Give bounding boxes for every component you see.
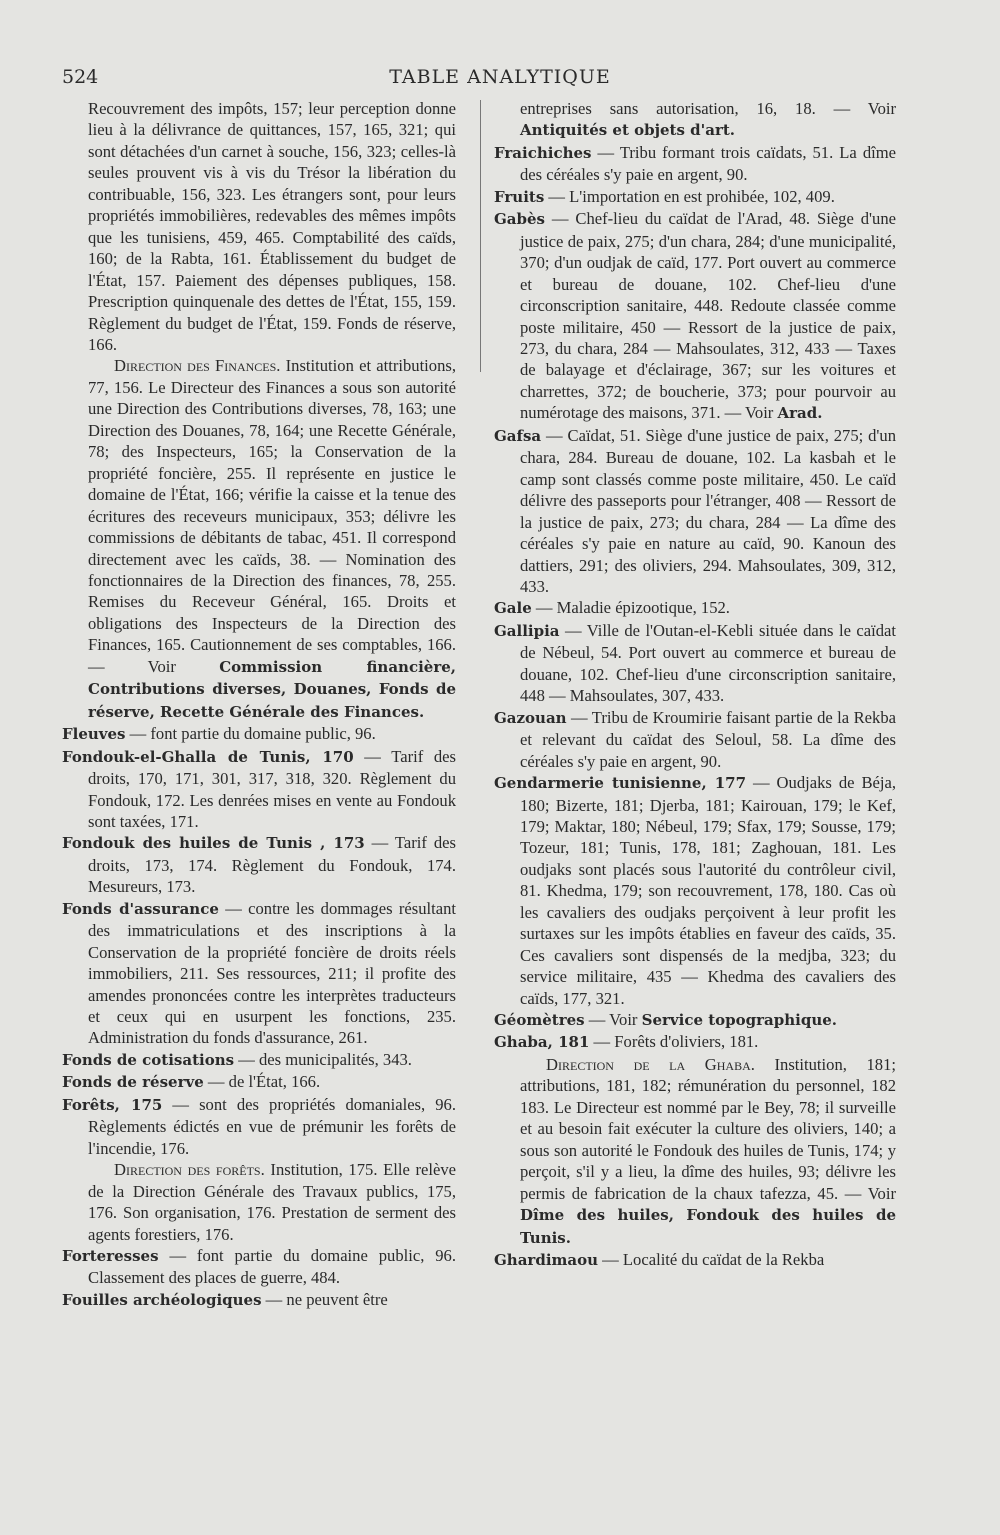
index-entry bbox=[494, 1031, 896, 1053]
index-entry bbox=[62, 746, 456, 833]
entry-term: Ghardimaou bbox=[494, 1251, 599, 1270]
page-number: 524 bbox=[62, 66, 99, 88]
entry-term: Fouilles archéologiques bbox=[62, 1290, 262, 1309]
index-entry bbox=[494, 208, 896, 425]
entry-text: — Tribu formant trois caïdats, 51. La dîme des céréales s'y paie en argent, 90. bbox=[520, 142, 896, 185]
index-entry bbox=[62, 1049, 456, 1071]
index-entry bbox=[494, 772, 896, 1009]
entry-term: Géomètres bbox=[494, 1011, 585, 1030]
index-entry bbox=[494, 425, 896, 598]
index-entry bbox=[62, 98, 456, 355]
entry-text: — Forêts d'oliviers, 181. bbox=[589, 1032, 759, 1052]
entry-text: — Voir bbox=[584, 1010, 642, 1030]
left-column bbox=[62, 98, 456, 1311]
entry-term: Ghaba, 181 bbox=[494, 1033, 590, 1052]
entry-text: — font partie du domaine public, 96. Classement des places de guerre, 484. bbox=[88, 1246, 456, 1288]
entry-term: Arad. bbox=[777, 404, 823, 423]
index-entry bbox=[62, 1289, 456, 1311]
entry-term: Commission financière, Contributions diverses, Douanes, Fonds de réserve, Recette Générale des Finances. bbox=[88, 657, 456, 721]
entry-term: Fonds de cotisations bbox=[62, 1050, 235, 1069]
entry-term: Fondouk des huiles de Tunis , 173 bbox=[62, 834, 365, 853]
entry-text: — des municipalités, 343. bbox=[234, 1049, 412, 1069]
index-entry bbox=[62, 355, 456, 723]
entry-text: — Tribu de Kroumirie faisant partie de la Rekba et relevant du caïdat des Seloul, 58. La dîme des céréales s'y paie en argent, 90. bbox=[520, 707, 896, 771]
entry-term: Dîme des huiles, Fondouk des huiles de Tunis. bbox=[520, 1206, 896, 1247]
entry-text: — de l'État, 166. bbox=[203, 1072, 321, 1092]
index-entry bbox=[62, 1159, 456, 1245]
entry-term: Fruits bbox=[494, 187, 545, 206]
entry-term: Forêts, 175 bbox=[62, 1095, 163, 1114]
index-entry bbox=[494, 1009, 896, 1031]
entry-term: Gale bbox=[494, 599, 532, 618]
index-entry bbox=[494, 1054, 896, 1249]
entry-term: Gallipia bbox=[494, 621, 560, 640]
entry-term: Fondouk-el-Ghalla de Tunis, 170 bbox=[62, 747, 354, 766]
column-rule bbox=[480, 100, 481, 372]
entry-text: — sont des propriétés domaniales, 96. Règlements édictés en vue de prémunir les forêts de l'incendie, 176. bbox=[88, 1094, 456, 1158]
entry-text: — Ville de l'Outan-el-Kebli située dans le caïdat de Nébeul, 54. Port ouvert au commerce et bureau de douane, 102. Chef-lieu d'une circonscription sanitaire, 448 — Mahsoulates, 307, 433. bbox=[520, 620, 896, 706]
index-entry bbox=[62, 1245, 456, 1289]
entry-text: — Localité du caïdat de la Rekba bbox=[598, 1250, 825, 1270]
entry-text: — Oudjaks de Béja, 180; Bizerte, 181; Djerba, 181; Kairouan, 179; le Kef, 179; Maktar, 180; Nébeul, 179; Sfax, 179; Sousse, 179; Tozeur, 181; Tunis, 178, 181; Zaghouan, 181. Les oudjaks sont placés sous l'autorité du contrôleur civil, 81. Khedma, 179; son recouvrement, 178, 180. Cas où les cavaliers des oudjaks perçoivent à leur profit les surtaxes sur les impôts établies en faveur des caïds, 35. Ces cavaliers sont dispensés de la medjba, 323; du service militaire, 435 — Khedma des cavaliers des caïds, 177, 321. bbox=[520, 773, 897, 1008]
index-entry bbox=[494, 620, 896, 707]
running-title: TABLE ANALYTIQUE bbox=[389, 66, 611, 88]
entry-text: . Institution et attributions, 77, 156. Le Directeur des Finances a sous son autorité une Direction des Contributions diverses, 78, 163; une Direction des Douanes, 78, 164; une Recette Générale, 78; des Inspecteurs, 165; la Conservation de la propriété foncière, 255. Il représente en justice le domaine de l'État, 166; vérifie la caisse et la tenue des écritures des receveurs municipaux, 353; délivre les commissions de débitants de tabac, 451. Il correspond directement avec les caïds, 38. — Nomination des fonctionnaires de la Direction des finances, 78, 255. Remises du Receveur Général, 165. Droits et obligations des Inspecteurs de la Direction des Finances, 165. Cautionnement de ses comptables, 166. — Voir bbox=[88, 356, 456, 676]
entry-term: Gendarmerie tunisienne, 177 bbox=[494, 774, 747, 793]
index-entry bbox=[494, 98, 896, 142]
entry-text: — L'importation en est prohibée, 102, 409. bbox=[544, 186, 835, 206]
entry-text: — Chef-lieu du caïdat de l'Arad, 48. Siège d'une justice de paix, 275; d'un chara, 284; d'une municipalité, 370; d'un oudjak de caïd, 177. Port ouvert au commerce et bureau de douane, 102. Chef-lieu d'une circonscription sanitaire, 448. Redoute classée comme poste militaire, 450 — Ressort de la justice de paix, 273, du chara, 284 — Mahsoulates, 312, 433 — Taxes de balayage et d'éclairage, 367; sur les voitures et charrettes, 372; de boucherie, 373; pour pourvoir au numérotage des maisons, 371. — Voir bbox=[520, 209, 896, 423]
entry-text: — ne peuvent être bbox=[261, 1289, 388, 1309]
entry-text: — Maladie épizootique, 152. bbox=[531, 598, 730, 618]
entry-text: Direction des Finances bbox=[114, 356, 277, 376]
entry-term: Service topographique. bbox=[641, 1011, 838, 1030]
index-entry bbox=[494, 186, 896, 208]
entry-text: — Tarif des droits, 173, 174. Règlement du Fondouk, 174. Mesureurs, 173. bbox=[88, 833, 456, 897]
entry-text: — contre les dommages résultant des immatriculations et des inscriptions à la Conservation de la propriété foncière de droits réels immobiliers, 211. Ses ressources, 211; il profite des amendes prononcées contre les interprètes traducteurs et ceux qui en usurpent les fonctions, 235. Administration du fonds d'assurance, 261. bbox=[88, 898, 456, 1048]
index-entry bbox=[494, 707, 896, 772]
entry-term: Antiquités et objets d'art. bbox=[520, 121, 736, 140]
right-column bbox=[494, 98, 896, 1271]
entry-text: — Tarif des droits, 170, 171, 301, 317, 318, 320. Règlement du Fondouk, 172. Les denrées mises en vente au Fondouk sont taxées, 171. bbox=[88, 746, 456, 831]
index-entry bbox=[494, 142, 896, 186]
entry-text: . Institution, 175. Elle relève de la Direction Générale des Travaux publics, 175, 176. Son organisation, 176. Prestation de serment des agents forestiers, 176. bbox=[88, 1160, 457, 1244]
page-header bbox=[62, 66, 938, 92]
entry-text: entreprises sans autorisation, 16, 18. — Voir bbox=[520, 99, 896, 118]
entry-term: Gazouan bbox=[494, 708, 567, 727]
index-entry bbox=[62, 898, 456, 1049]
index-entry bbox=[62, 832, 456, 897]
entry-term: Fleuves bbox=[62, 725, 126, 744]
entry-text: Recouvrement des impôts, 157; leur perception donne lieu à la délivrance de quittances, 157, 165, 321; qui sont détachées d'un carnet à souche, 156, 323; celles-là seules prouvent vis à vis du Trésor la libération du contribuable, 156, 323. Les étrangers sont, pour leurs propriétés immobilières, redevables des mêmes impôts que les tunisiens, 459, 465. Comptabilité des caïds, 160; de la Rabta, 161. Établissement du budget de l'État, 157. Paiement des dépenses publiques, 158. Prescription quinquenale des dettes de l'État, 155, 159. Règlement du budget de l'État, 159. Fonds de réserve, 166. bbox=[88, 99, 456, 354]
index-entry bbox=[62, 1071, 456, 1093]
index-entry bbox=[494, 1249, 896, 1271]
entry-text: Direction des forêts bbox=[114, 1160, 261, 1180]
entry-text: . Institution, 181; attributions, 181, 182; rémunération du personnel, 182 183. Le Directeur est nommé par le Bey, 78; il surveille et au besoin fait exécuter la culture des oliviers, 140; a sous son autorité le Fondouk des huiles de Tunis, 174; y perçoit, s'il y a lieu, la dîme des huiles, 93; délivre les permis de fabrication de la chaux tafezza, 45. — Voir bbox=[520, 1054, 896, 1203]
index-entry bbox=[62, 723, 456, 745]
entry-term: Fonds de réserve bbox=[62, 1073, 204, 1092]
entry-term: Fonds d'assurance bbox=[62, 899, 219, 918]
entry-text: — Caïdat, 51. Siège d'une justice de paix, 275; d'un chara, 284. Bureau de douane, 102. La kasbah et le camp sont classés comme poste militaire, 450. Le caïd délivre des passeports pour l'étranger, 408 — Ressort de la justice de paix, 273; du chara, 284 — La dîme des céréales s'y paie en nature au caïd, 90. Kanoun des dattiers, 291; des oliviers, 294. Mahsoulates, 309, 312, 433. bbox=[520, 425, 896, 596]
index-entry bbox=[494, 597, 896, 619]
entry-text: Direction de la Ghaba bbox=[546, 1054, 751, 1074]
index-entry bbox=[62, 1094, 456, 1159]
entry-term: Gafsa bbox=[494, 426, 542, 445]
entry-term: Fraichiches bbox=[494, 143, 592, 162]
entry-text: — font partie du domaine public, 96. bbox=[125, 724, 376, 744]
entry-term: Forteresses bbox=[62, 1247, 159, 1266]
entry-term: Gabès bbox=[494, 210, 546, 229]
